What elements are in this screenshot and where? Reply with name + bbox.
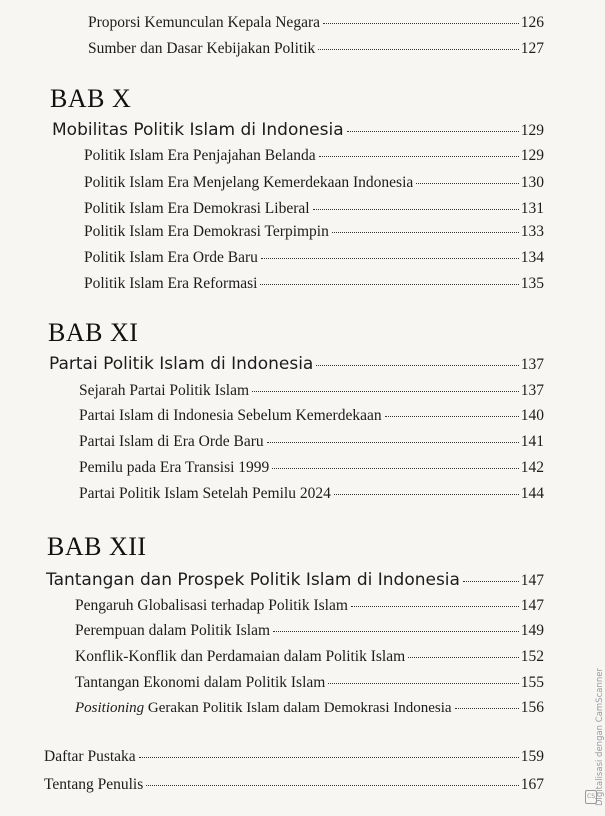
toc-entry-page: 142 [520,459,544,476]
toc-entry [88,40,544,58]
dot-leader [408,657,519,658]
toc-entry [84,174,544,192]
dot-leader [272,468,518,469]
toc-entry-title: Politik Islam Era Reformasi [84,275,258,292]
dot-leader [328,683,518,684]
toc-entry-title: Partai Islam di Era Orde Baru [79,433,264,450]
toc-entry [84,275,544,293]
dot-leader [146,785,519,786]
dot-leader [416,183,518,184]
toc-entry [75,622,544,640]
dot-leader [385,416,519,417]
toc-entry [84,200,544,218]
dot-leader [316,365,518,366]
dot-leader [332,232,519,233]
toc-entry-page: 134 [520,249,544,266]
chapter-heading: BAB XII [47,532,147,561]
toc-entry-title-italic: Positioning [75,700,145,716]
dot-leader [319,156,519,157]
toc-entry-title: Pengaruh Globalisasi terhadap Politik Islam [75,597,348,614]
toc-entry [84,223,544,241]
toc-entry-title: Proporsi Kemunculan Kepala Negara [88,14,320,31]
toc-entry-title: Tantangan Ekonomi dalam Politik Islam [75,674,326,691]
toc-entry-title: Politik Islam Era Demokrasi Terpimpin [84,223,329,240]
toc-entry [44,748,544,766]
toc-entry-page: 155 [520,674,544,691]
dot-leader [139,757,519,758]
toc-entry-title: Politik Islam Era Menjelang Kemerdekaan Indonesia [84,174,414,191]
toc-entry [84,249,544,267]
toc-entry [79,459,544,477]
dot-leader [261,258,519,259]
chapter-title: Tantangan dan Prospek Politik Islam di Indonesia [46,570,460,590]
dot-leader [267,442,519,443]
toc-entry-page: 159 [520,748,544,765]
dot-leader [318,49,518,50]
toc-entry [75,674,544,692]
dot-leader [347,131,519,132]
chapter-title: Mobilitas Politik Islam di Indonesia [52,120,344,140]
dot-leader [463,581,519,582]
toc-entry-page: 140 [520,407,544,424]
chapter-title: Partai Politik Islam di Indonesia [49,354,314,374]
toc-entry-page: 149 [520,622,544,639]
toc-entry-title: Partai Islam di Indonesia Sebelum Kemerdekaan [79,407,382,424]
chapter-page: 137 [520,356,544,373]
toc-entry-title: Politik Islam Era Penjajahan Belanda [84,147,316,164]
toc-entry [79,407,544,425]
chapter-heading: BAB X [50,84,132,113]
toc-entry-title: Konflik-Konflik dan Perdamaian dalam Politik Islam [75,648,406,665]
watermark-text: Digitalisasi dengan CamScanner [595,668,605,806]
toc-entry-page: 131 [520,200,544,217]
dot-leader [273,631,519,632]
chapter-page: 129 [520,122,544,139]
toc-entry-title: Partai Politik Islam Setelah Pemilu 2024 [79,485,331,502]
scanner-watermark [584,600,605,810]
toc-entry-title: Politik Islam Era Demokrasi Liberal [84,200,310,217]
toc-entry [75,648,544,666]
toc-entry-page: 144 [520,485,544,502]
toc-entry-title [75,700,452,717]
chapter-title-row [49,354,544,374]
toc-entry-title-rest: Gerakan Politik Islam dalam Demokrasi Indonesia [144,700,452,716]
toc-entry-title: Pemilu pada Era Transisi 1999 [79,459,270,476]
dot-leader [260,284,518,285]
toc-entry-title: Perempuan dalam Politik Islam [75,622,271,639]
toc-entry [79,382,544,400]
toc-entry-title: Tentang Penulis [44,776,144,793]
toc-entry-page: 127 [520,40,544,57]
toc-entry [75,597,544,615]
toc-entry-title: Sumber dan Dasar Kebijakan Politik [88,40,316,57]
toc-entry-page: 135 [520,275,544,292]
dot-leader [313,209,519,210]
toc-entry-page: 167 [520,776,544,793]
toc-entry-page: 133 [520,223,544,240]
chapter-heading: BAB XI [48,318,139,347]
toc-entry-page: 130 [520,174,544,191]
toc-entry-page: 156 [520,699,544,716]
toc-entry-page: 141 [520,433,544,450]
toc-entry-page: 152 [520,648,544,665]
chapter-title-row [46,570,544,590]
toc-entry-page: 126 [520,14,544,31]
toc-entry [88,14,544,32]
toc-entry [79,433,544,451]
toc-entry-page: 137 [520,382,544,399]
dot-leader [351,606,519,607]
dot-leader [455,708,519,709]
camscanner-icon: CS [585,790,597,804]
toc-entry [79,485,544,503]
chapter-title-row [52,120,544,140]
dot-leader [252,391,519,392]
toc-entry-title: Sejarah Partai Politik Islam [79,382,250,399]
toc-entry-title: Politik Islam Era Orde Baru [84,249,258,266]
chapter-page: 147 [520,572,544,589]
toc-entry [84,147,544,165]
toc-entry-title: Daftar Pustaka [44,748,136,765]
dot-leader [323,23,519,24]
toc-entry-page: 129 [520,147,544,164]
toc-entry [44,776,544,794]
dot-leader [334,494,519,495]
toc-entry-page: 147 [520,597,544,614]
toc-entry [75,699,544,717]
